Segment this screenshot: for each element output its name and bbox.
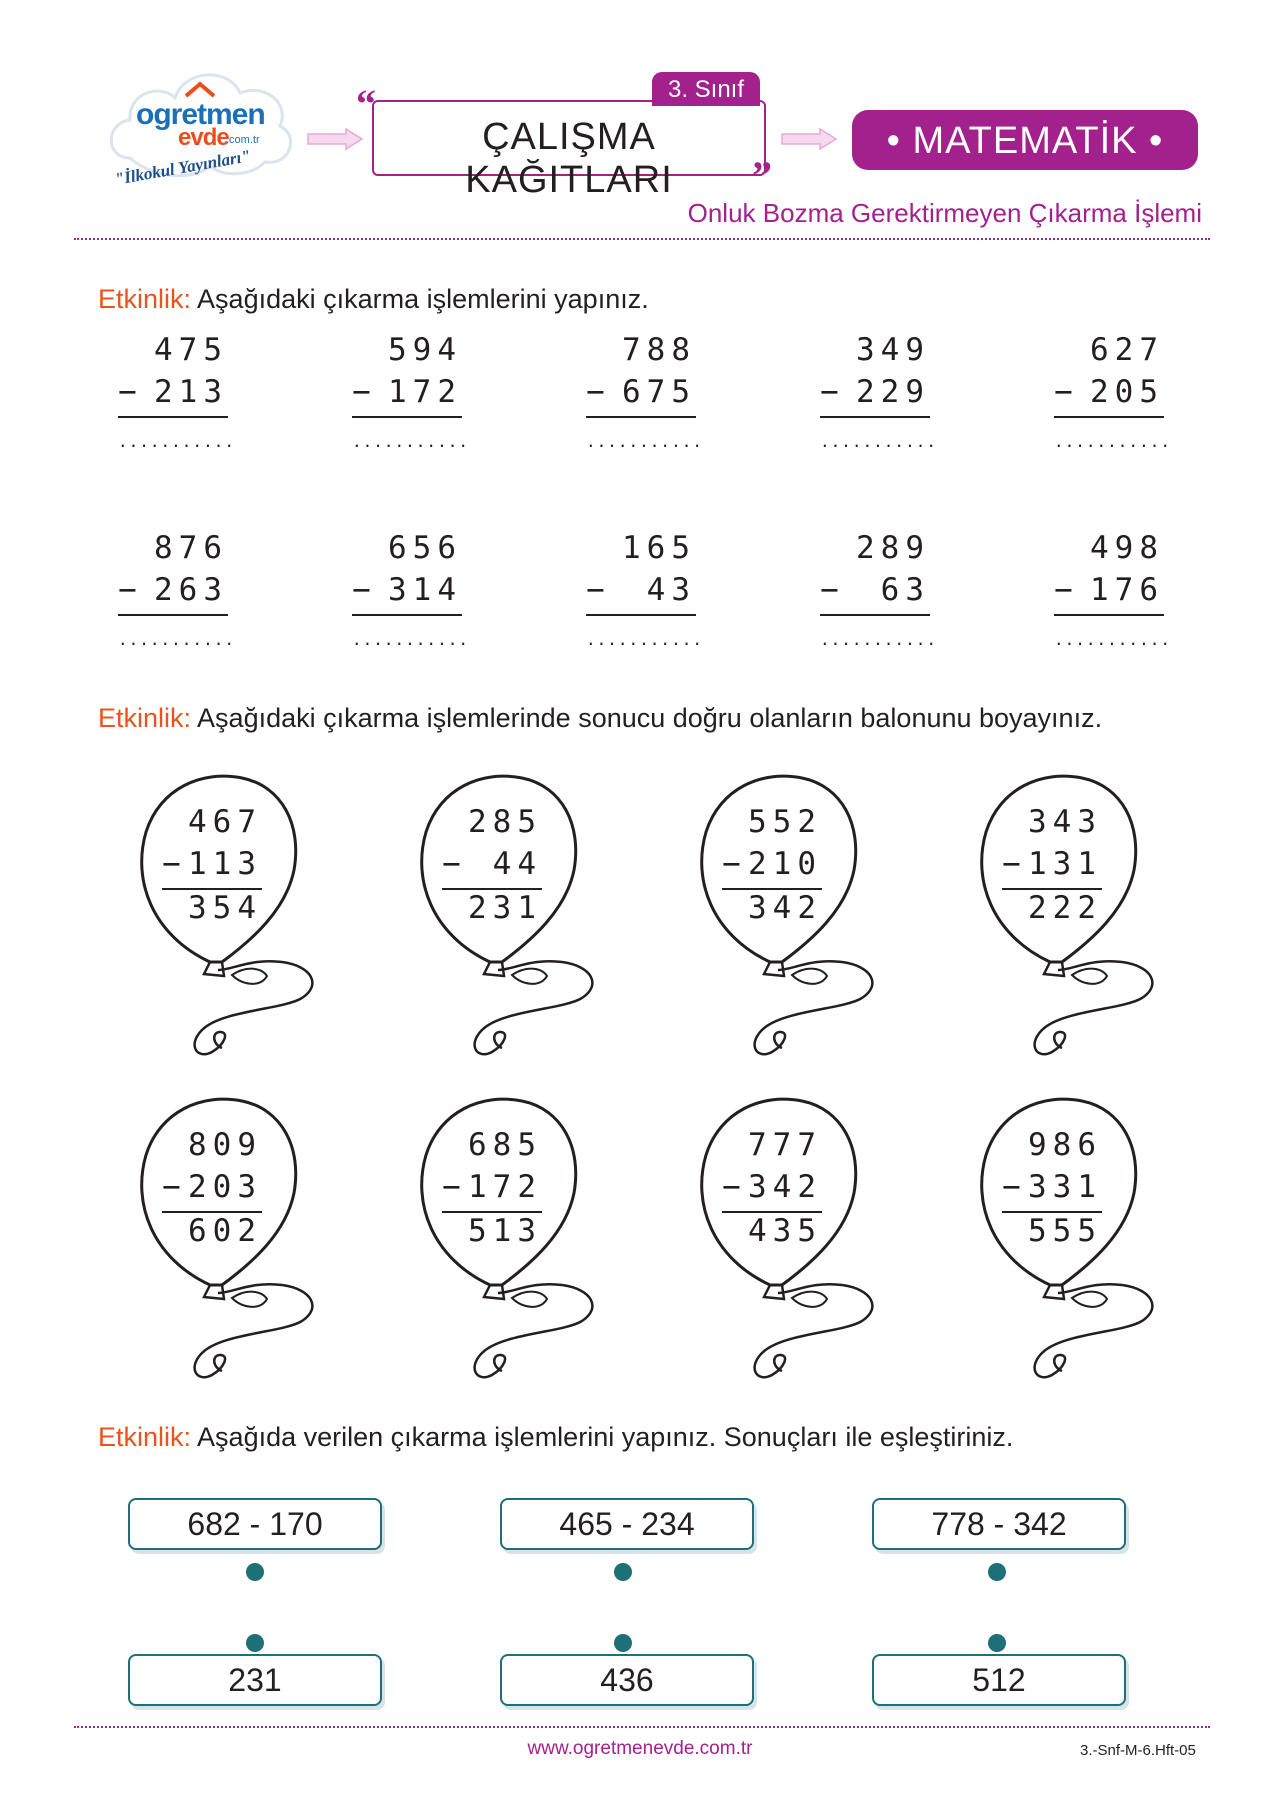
activity-instruction: Aşağıda verilen çıkarma işlemlerini yapınız. Sonuçları ile eşleştiriniz.: [197, 1422, 1014, 1452]
subtraction-problem: [352, 332, 469, 451]
answer-blank[interactable]: ...........: [352, 630, 469, 649]
activity-instruction: Aşağıdaki çıkarma işlemlerini yapınız.: [197, 284, 649, 314]
match-dot[interactable]: [988, 1634, 1006, 1652]
subtrahend: 203: [188, 1169, 262, 1205]
minus-sign: −: [162, 846, 187, 882]
match-dot[interactable]: [988, 1563, 1006, 1581]
activity-label: Etkinlik:: [98, 703, 192, 733]
minus-sign: −: [586, 572, 611, 608]
subtrahend-row: [118, 374, 228, 418]
grade-tab: 3. Sınıf: [652, 72, 760, 106]
minus-sign: −: [820, 572, 845, 608]
subtrahend-row: [162, 846, 262, 890]
subtrahend: 314: [388, 572, 462, 608]
open-quote-icon: “: [356, 81, 376, 126]
result: 602: [188, 1213, 262, 1249]
minuend: 777: [748, 1127, 822, 1163]
subtrahend-row: [1002, 1169, 1102, 1213]
subtrahend-row: [1002, 846, 1102, 890]
minus-sign: −: [352, 572, 377, 608]
subject-badge: • MATEMATİK •: [852, 110, 1198, 170]
page-subtitle: Onluk Bozma Gerektirmeyen Çıkarma İşlemi: [687, 198, 1202, 228]
operation-box[interactable]: 682 - 170: [128, 1498, 382, 1550]
activity-1-heading: [98, 284, 649, 315]
minuend: 876: [154, 530, 228, 566]
result: 342: [748, 890, 822, 926]
answer-blank[interactable]: ...........: [352, 432, 469, 451]
subtrahend-row: [586, 374, 696, 418]
result: 513: [468, 1213, 542, 1249]
title-box: [372, 100, 766, 201]
subtrahend: 331: [1028, 1169, 1102, 1205]
subtrahend: 63: [856, 572, 930, 608]
answer-blank[interactable]: ...........: [820, 432, 937, 451]
minuend: 627: [1090, 332, 1164, 368]
minus-sign: −: [118, 374, 143, 410]
minuend: 343: [1028, 804, 1102, 840]
balloon-operation: [722, 1127, 822, 1255]
subtrahend: 172: [388, 374, 462, 410]
subtrahend: 172: [468, 1169, 542, 1205]
balloon[interactable]: [132, 1093, 332, 1393]
subtraction-problem: [352, 530, 469, 649]
subtrahend-row: [1054, 572, 1164, 616]
minuend: 349: [856, 332, 930, 368]
minus-sign: −: [352, 374, 377, 410]
subtrahend-row: [352, 572, 462, 616]
answer-blank[interactable]: ...........: [1054, 432, 1171, 451]
subtrahend-row: [586, 572, 696, 616]
minus-sign: −: [1054, 374, 1079, 410]
result: 231: [468, 890, 542, 926]
subtrahend: 44: [468, 846, 542, 882]
document-code: 3.-Snf-M-6.Hft-05: [1080, 1742, 1196, 1759]
minus-sign: −: [820, 374, 845, 410]
activity-instruction: Aşağıdaki çıkarma işlemlerinde sonucu doğru olanların balonunu boyayınız.: [197, 703, 1103, 733]
minus-sign: −: [586, 374, 611, 410]
close-quote-icon: ”: [752, 153, 772, 198]
balloon-operation: [1002, 1127, 1102, 1255]
subtrahend-row: [352, 374, 462, 418]
subtrahend-row: [442, 1169, 542, 1213]
subtraction-problem: [118, 530, 235, 649]
subtrahend: 113: [188, 846, 262, 882]
subtrahend: 176: [1090, 572, 1164, 608]
minus-sign: −: [1002, 1169, 1027, 1205]
subtrahend-row: [722, 846, 822, 890]
subtraction-problem: [820, 530, 937, 649]
subtrahend-row: [820, 374, 930, 418]
logo-tagline: "İlkokul Yayınları": [113, 146, 252, 189]
balloon-operation: [162, 804, 262, 932]
minuend: 467: [188, 804, 262, 840]
minus-sign: −: [1002, 846, 1027, 882]
subtraction-problem: [586, 530, 703, 649]
balloon-operation: [722, 804, 822, 932]
subtrahend: 131: [1028, 846, 1102, 882]
minuend: 685: [468, 1127, 542, 1163]
operation-box[interactable]: 465 - 234: [500, 1498, 754, 1550]
subtraction-problem: [586, 332, 703, 451]
result-box[interactable]: 512: [872, 1654, 1126, 1706]
subtrahend: 675: [622, 374, 696, 410]
balloon[interactable]: [972, 1093, 1172, 1393]
activity-label: Etkinlik:: [98, 1422, 192, 1452]
activity-2-heading: [98, 703, 1102, 734]
match-dot[interactable]: [246, 1634, 264, 1652]
subtrahend-row: [442, 846, 542, 890]
subtraction-problem: [820, 332, 937, 451]
subtrahend-row: [1054, 374, 1164, 418]
answer-blank[interactable]: ...........: [820, 630, 937, 649]
minuend: 594: [388, 332, 462, 368]
balloon-operation: [442, 1127, 542, 1255]
result: 555: [1028, 1213, 1102, 1249]
match-dot[interactable]: [246, 1563, 264, 1581]
minuend: 289: [856, 530, 930, 566]
activity-3-heading: [98, 1422, 1013, 1453]
subtrahend: 205: [1090, 374, 1164, 410]
balloon[interactable]: [132, 770, 332, 1070]
divider: [74, 238, 1210, 240]
match-dot[interactable]: [614, 1563, 632, 1581]
balloon[interactable]: [972, 770, 1172, 1070]
minus-sign: −: [118, 572, 143, 608]
balloon[interactable]: [692, 770, 892, 1070]
operation-box[interactable]: 778 - 342: [872, 1498, 1126, 1550]
result: 435: [748, 1213, 822, 1249]
subtraction-problem: [1054, 530, 1171, 649]
subtrahend: 43: [622, 572, 696, 608]
result: 354: [188, 890, 262, 926]
subtrahend: 213: [154, 374, 228, 410]
arrow-right-icon: [780, 128, 838, 150]
logo-text-evde: evde: [178, 124, 229, 151]
activity-label: Etkinlik:: [98, 284, 192, 314]
logo-text-ogretmen: ogretmen: [136, 98, 265, 131]
result: 222: [1028, 890, 1102, 926]
result-box[interactable]: 436: [500, 1654, 754, 1706]
subtrahend: 210: [748, 846, 822, 882]
minus-sign: −: [722, 1169, 747, 1205]
minuend: 552: [748, 804, 822, 840]
minuend: 656: [388, 530, 462, 566]
publisher-logo: [100, 58, 300, 198]
minus-sign: −: [1054, 572, 1079, 608]
balloon-operation: [162, 1127, 262, 1255]
balloon[interactable]: [692, 1093, 892, 1393]
arrow-right-icon: [306, 128, 364, 150]
subtraction-problem: [118, 332, 235, 451]
footer-url[interactable]: www.ogretmenevde.com.tr: [527, 1738, 753, 1759]
answer-blank[interactable]: ...........: [118, 432, 235, 451]
divider: [74, 1726, 1210, 1728]
minuend: 285: [468, 804, 542, 840]
balloon-operation: [442, 804, 542, 932]
minuend: 788: [622, 332, 696, 368]
subtrahend-row: [118, 572, 228, 616]
subtrahend-row: [722, 1169, 822, 1213]
answer-blank[interactable]: ...........: [586, 630, 703, 649]
minus-sign: −: [162, 1169, 187, 1205]
balloon-operation: [1002, 804, 1102, 932]
logo-text-domain: .com.tr: [226, 134, 260, 146]
answer-blank[interactable]: ...........: [586, 432, 703, 451]
minuend: 986: [1028, 1127, 1102, 1163]
subtrahend: 263: [154, 572, 228, 608]
match-dot[interactable]: [614, 1634, 632, 1652]
minus-sign: −: [722, 846, 747, 882]
subtrahend-row: [820, 572, 930, 616]
subtrahend: 342: [748, 1169, 822, 1205]
balloon[interactable]: [412, 1093, 612, 1393]
page-title: ÇALIŞMA KAĞITLARI: [465, 116, 673, 201]
balloon[interactable]: [412, 770, 612, 1070]
subtraction-problem: [1054, 332, 1171, 451]
minus-sign: −: [442, 846, 467, 882]
subtrahend-row: [162, 1169, 262, 1213]
minuend: 809: [188, 1127, 262, 1163]
subtrahend: 229: [856, 374, 930, 410]
minus-sign: −: [442, 1169, 467, 1205]
minuend: 498: [1090, 530, 1164, 566]
result-box[interactable]: 231: [128, 1654, 382, 1706]
answer-blank[interactable]: ...........: [118, 630, 235, 649]
answer-blank[interactable]: ...........: [1054, 630, 1171, 649]
minuend: 475: [154, 332, 228, 368]
minuend: 165: [622, 530, 696, 566]
